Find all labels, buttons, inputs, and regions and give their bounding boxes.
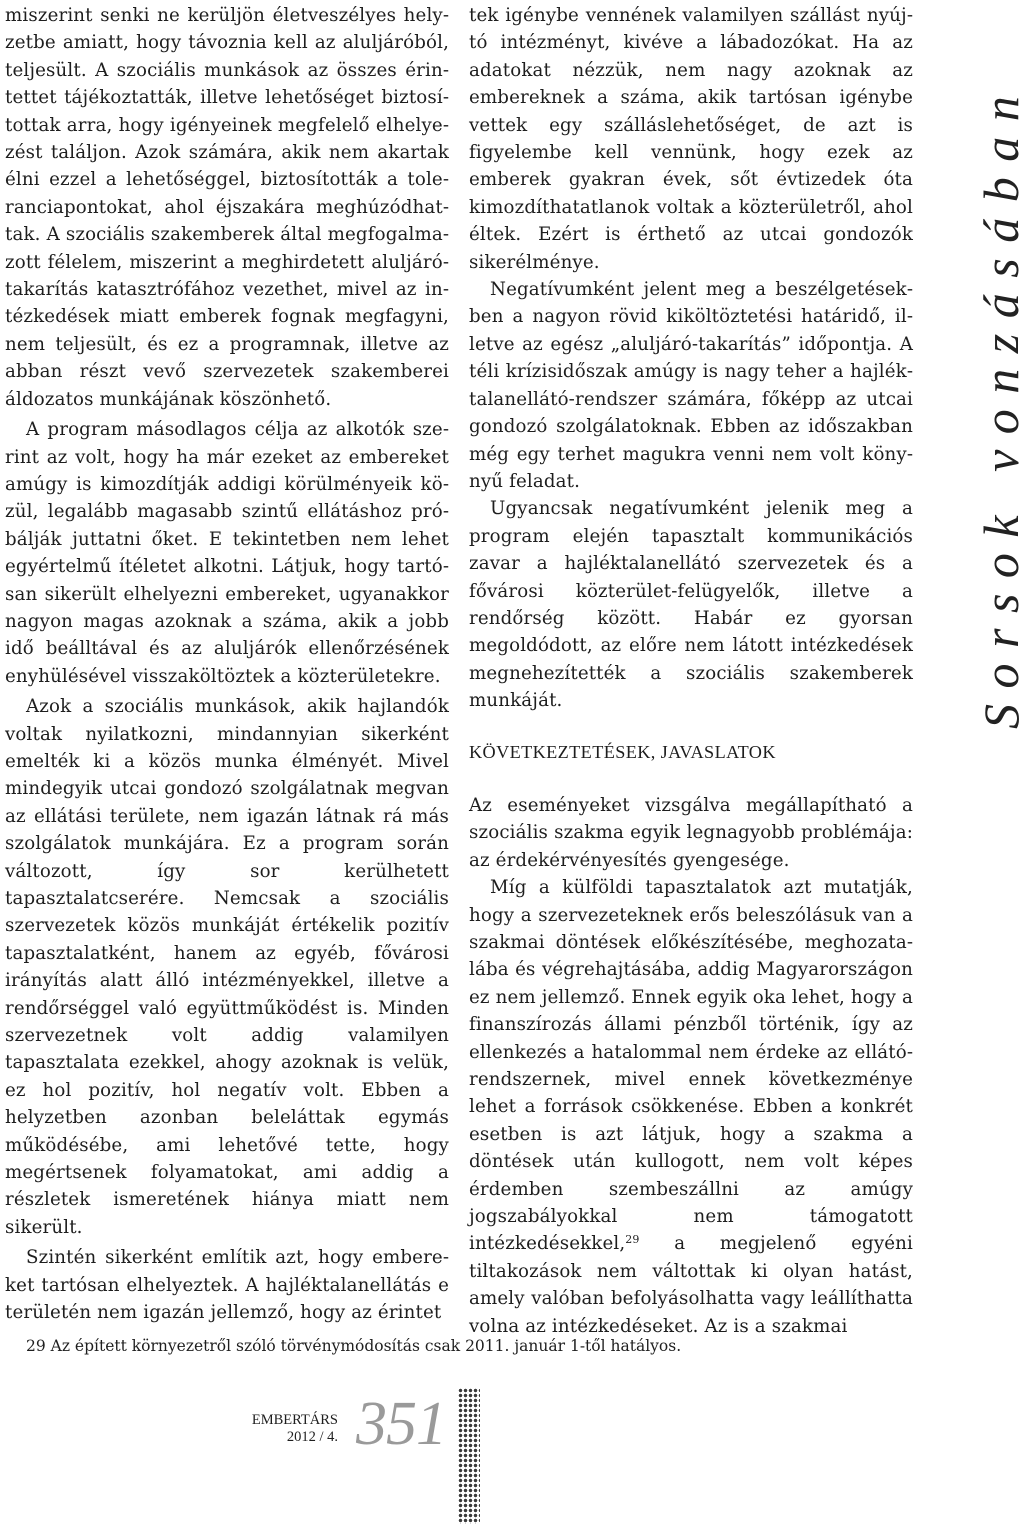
paragraph: Negatívumként jelent meg a beszélgetésekben a nagyon rövid kiköltöztetési határidő, illetve az egész „aluljáró-takarítás” időpontja. A téli krízisidőszak amúgy is nagy teher a hajléktalanellátó-rendszer számára, főképp az utcai gondozó szolgálatoknak. Ebben az időszakban még egy terhet magukra venni nem volt könynyű feladat. [469, 279, 913, 492]
page-number: 351 [356, 1390, 446, 1458]
paragraph: Ugyancsak negatívumként jelenik meg a program elején tapasztalt kommunikációs zavar a hajléktalanellátó szervezetek és a fővárosi közterület-felügyelők, illetve a rendőrség között. Habár ez gyorsan megoldódott, az előre nem látott intézkedések megnehezítették a szociális szakemberek munkáját. [469, 498, 913, 712]
paragraph: Az eseményeket vizsgálva megállapítható a szociális szakma egyik legnagyobb problémája: az érdekérvényesítés gyengesége. [469, 794, 913, 871]
section-heading: KÖVETKEZTETÉSEK, JAVASLATOK [469, 741, 776, 762]
paragraph: tek igénybe vennének valamilyen szállást nyújtó intézményt, kivéve a lábadozókat. Ha az adatokat nézzük, nem nagy azoknak az embereknek a száma, akik tartósan igénybe vettek egy szálláslehetőséget, de azt is figyelembe kell vennünk, hogy ezek az emberek gyakran évek, sőt évtizedek óta kimozdíthatatlanok voltak a közterületről, ahol éltek. Ezért is érthető az utcai gondozók sikerélménye. [469, 5, 913, 273]
paragraph-text: Míg a külföldi tapasztalatok azt mutatják, hogy a szervezeteknek erős beleszólásuk van a szakmai döntések előkészítésébe, meghozatalába és végrehajtásába, addig Magyarországon ez nem jellemző. Ennek egyik oka lehet, hogy a finanszírozás állami pénzből történik, így az ellenkezés a hatalommal nem érdeke az ellátórendszernek, mivel ennek következménye lehet a források csökkenése. Ebben a konkrét esetben is azt látjuk, hogy a szakma a döntések után kullogott, nem volt képes érdemben szembeszállni az amúgy jogszabályokkal nem támogatott intézkedésekkel, [469, 877, 913, 1255]
left-text-column [5, 2, 449, 1327]
footnote: 29 Az épített környezetről szóló törvénymódosítás csak 2011. január 1-től hatályos. [26, 1337, 682, 1355]
paragraph: A program másodlagos célja az alkotók szerint az volt, hogy ha már ezeket az embereket amúgy is kimozdítják addigi körülményeik közül, legalább magasabb szintű ellátáshoz próbálják juttatni őket. E tekintetben nem lehet egyértelmű ítéletet alkotni. Látjuk, hogy tartósan sikerült elhelyezni embereket, ugyanakkor nagyon magas azoknak a száma, akik a jobb idő beálltával és az aluljárók ellenőrzésének enyhülésével visszaköltöztek a közterületekre. [5, 419, 449, 687]
section-label: Sorsok vonzásában [973, 80, 1029, 729]
journal-info [238, 1412, 338, 1446]
paragraph: Azok a szociális munkások, akik hajlandók voltak nyilatkozni, mindannyian sikerként emelték ki a közös munka élményét. Mivel mindegyik utcai gondozó szolgálatnak megvan az ellátási területe, nem igazán látnak rá más szolgálatok munkájára. Ez a program során változott, így sor kerülhetett tapasztalatcserére. Nemcsak a szociális szervezetek közös munkáját értékelik pozitív tapasztalatként, hanem az egyéb, fővárosi irányítás alatt álló intézményekkel, illetve a rendőrséggel való együttműködést is. Minden szervezetnek volt addig valamilyen tapasztalata ezekkel, ahogy azoknak is velük, ez hol pozitív, hol negatív volt. Ebben a helyzetben azonban beleláttak egymás működésébe, ami lehetővé tette, hogy megértsenek folyamatokat, ami addig a részletek ismeretének hiánya miatt nem sikerült. [5, 696, 449, 1238]
journal-name: EMBERTÁRS [251, 1412, 338, 1428]
paragraph [469, 874, 913, 1340]
journal-issue: 2012 / 4. [286, 1429, 338, 1445]
paragraph: miszerint senki ne kerüljön életveszélyes helyzetbe amiatt, hogy távoznia kell az aluljáróból, teljesült. A szociális munkások az összes érintettet tájékoztatták, illetve lehetőséget biztosítottak arra, hogy igényeinek megfelelő elhelyezést találjon. Azok számára, akik nem akartak élni ezzel a lehetőséggel, biztosították a toleranciapontokat, ahol éjszakára meghúzódhattak. A szociális szakemberek által megfogalmazott félelem, miszerint a meghirdetett aluljárótakarítás katasztrófához vezethet, mivel az intézkedések miatt emberek fognak megfagyni, nem teljesült, és ez a programnak, illetve az abban részt vevő szervezetek szakemberei áldozatos munkájának köszönhető. [5, 5, 449, 410]
dotted-divider [458, 1388, 480, 1524]
right-text-column [469, 2, 913, 1340]
footnote-reference[interactable]: 29 [625, 1233, 640, 1247]
paragraph: Szintén sikerként említik azt, hogy embereket tartósan elhelyeztek. A hajléktalanellátás e területén nem igazán jellemző, hogy az érintet [5, 1247, 449, 1324]
paragraph-text: a megjelenő egyéni tiltakozások nem váltottak ki olyan hatást, amely valóban befolyásolhatta vagy leállíthatta volna az intézkedéseket. Az is a szakmai [469, 1233, 913, 1337]
